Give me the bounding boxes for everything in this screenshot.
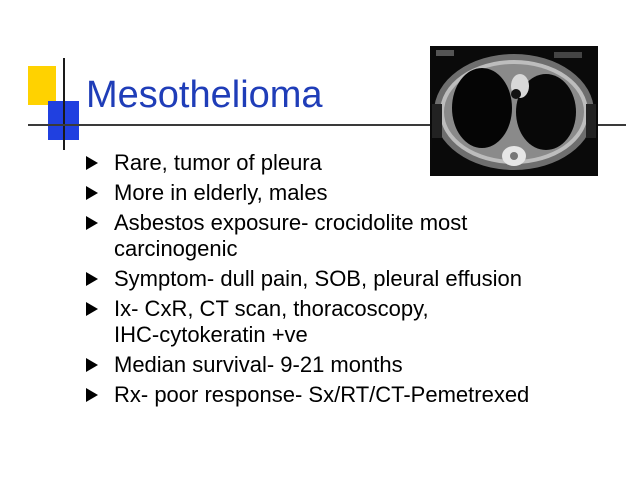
bullet-arrow-icon [86, 388, 98, 402]
bullet-item [90, 150, 590, 176]
bullet-item [90, 352, 590, 378]
bullet-text: Median survival- 9-21 months [114, 352, 403, 377]
slide-title: Mesothelioma [86, 74, 323, 116]
bullet-text: Ix- CxR, CT scan, thoracoscopy, [114, 296, 429, 321]
bullet-text: carcinogenic [114, 236, 238, 261]
bullet-arrow-icon [86, 156, 98, 170]
bullet-arrow-icon [86, 186, 98, 200]
bullet-item [90, 180, 590, 206]
bullet-arrow-icon [86, 358, 98, 372]
bullet-arrow-icon [86, 216, 98, 230]
bullet-item [90, 382, 590, 408]
bullet-list [90, 150, 590, 412]
bullet-item [90, 266, 590, 292]
bullet-text: Rare, tumor of pleura [114, 150, 322, 175]
bullet-text: Asbestos exposure- crocidolite most [114, 210, 468, 235]
bullet-item [90, 296, 590, 348]
bullet-text: More in elderly, males [114, 180, 328, 205]
bullet-text: IHC-cytokeratin +ve [114, 322, 308, 347]
decor-yellow-square [28, 66, 56, 105]
bullet-text: Rx- poor response- Sx/RT/CT-Pemetrexed [114, 382, 530, 407]
bullet-item [90, 210, 590, 262]
bullet-text: Symptom- dull pain, SOB, pleural effusion [114, 266, 523, 291]
bullet-arrow-icon [86, 302, 98, 316]
bullet-arrow-icon [86, 272, 98, 286]
decor-vertical-line [63, 58, 65, 150]
